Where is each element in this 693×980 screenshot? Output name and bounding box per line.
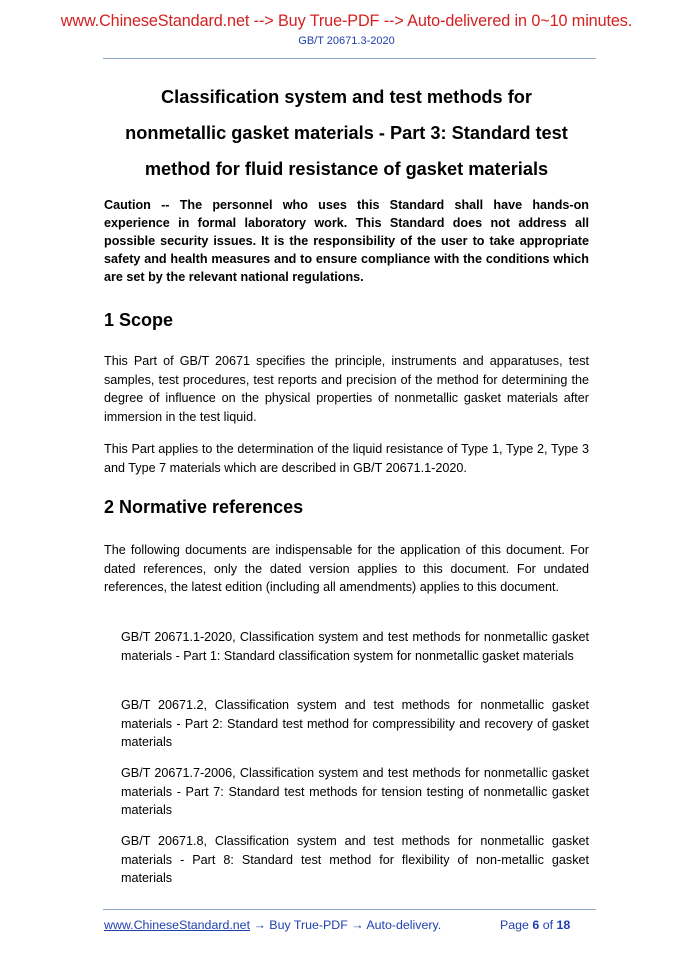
- normative-references-intro: The following documents are indispensable for the application of this document. For dated references, only the dated version applies to this document. For undated references, the latest edition (including all amendments) applies to this document.: [104, 543, 589, 594]
- page-label: Page: [500, 918, 533, 932]
- title-line-3: method for fluid resistance of gasket materials: [144, 159, 549, 179]
- header-banner[interactable]: www.ChineseStandard.net --> Buy True-PDF --> Auto-delivered in 0~10 minutes.: [60, 12, 633, 30]
- header-divider: [103, 58, 596, 59]
- footer-divider: [103, 909, 596, 910]
- reference-item: GB/T 20671.7-2006, Classification system and test methods for nonmetallic gasket materials - Part 7: Standard test methods for tension testing of nonmetallic gasket materials: [121, 766, 589, 817]
- title-line-1: Classification system and test methods for: [161, 87, 532, 107]
- reference-item: GB/T 20671.2, Classification system and test methods for nonmetallic gasket materials - Part 2: Standard test method for compressibility and recovery of gasket materials: [121, 698, 589, 749]
- section-heading-normative-references: 2 Normative references: [104, 497, 304, 517]
- document-title: [90, 79, 603, 187]
- footer-link-text: → Buy True-PDF → Auto-delivery.: [250, 918, 442, 932]
- page-number: 6: [532, 918, 540, 932]
- caution-paragraph: Caution -- The personnel who uses this Standard shall have hands-on experience in formal laboratory work. This Standard does not address all possible security issues. It is the responsibility of the user to take appropriate safety and health measures and to ensure compliance with the conditions which are set by the relevant national regulations.: [104, 198, 589, 284]
- footer-link[interactable]: [104, 918, 441, 932]
- footer-site-link[interactable]: www.ChineseStandard.net: [104, 918, 251, 932]
- section-heading-scope: 1 Scope: [104, 310, 174, 330]
- title-line-2: nonmetallic gasket materials - Part 3: Standard test: [125, 123, 568, 143]
- of-label: of: [539, 918, 557, 932]
- total-pages: 18: [556, 918, 571, 932]
- reference-item: GB/T 20671.8, Classification system and test methods for nonmetallic gasket materials - Part 8: Standard test method for flexibility of non-metallic gasket materials: [121, 834, 589, 885]
- page-indicator: [500, 918, 570, 932]
- scope-paragraph-1: This Part of GB/T 20671 specifies the principle, instruments and apparatuses, test samples, test procedures, test reports and precision of the method for determining the degree of influence on the physical properties of nonmetallic gasket materials after immersion in the test liquid.: [104, 354, 589, 424]
- reference-item: GB/T 20671.1-2020, Classification system and test methods for nonmetallic gasket materials - Part 1: Standard classification system for nonmetallic gasket materials: [121, 630, 589, 663]
- document-code: GB/T 20671.3-2020: [298, 35, 395, 47]
- scope-paragraph-2: This Part applies to the determination of the liquid resistance of Type 1, Type 2, Type 3 and Type 7 materials which are described in GB/T 20671.1-2020.: [104, 442, 589, 475]
